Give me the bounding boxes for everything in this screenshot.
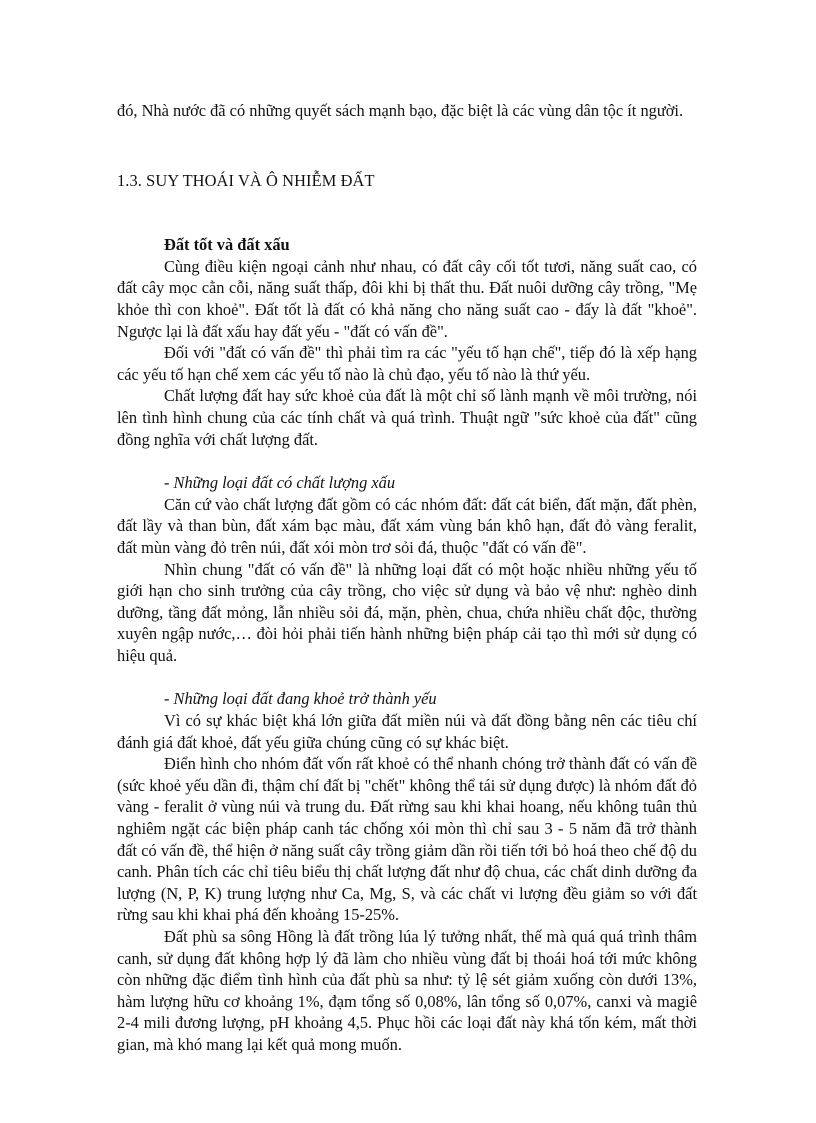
document-page [117, 100, 697, 1056]
subsection-title-degrading-soil: - Những loại đất đang khoẻ trở thành yếu [164, 689, 437, 709]
paragraph: Đối với "đất có vấn đề" thì phải tìm ra các "yếu tố hạn chế", tiếp đó là xếp hạng các yếu tố hạn chế xem các yếu tố nào là chủ đạo, yếu tố nào là thứ yếu. [117, 343, 697, 384]
intro-paragraph: đó, Nhà nước đã có những quyết sách mạnh bạo, đặc biệt là các vùng dân tộc ít người. [117, 101, 684, 120]
paragraph: Vì có sự khác biệt khá lớn giữa đất miền núi và đất đồng bằng nên các tiêu chí đánh giá đất khoẻ, đất yếu giữa chúng cũng có sự khác biệt. [117, 711, 697, 752]
paragraph: Căn cứ vào chất lượng đất gồm có các nhóm đất: đất cát biển, đất mặn, đất phèn, đất lầy và than bùn, đất xám bạc màu, đất xám vùng bán khô hạn, đất đỏ vàng feralit, đất mùn vàng đỏ trên núi, đất xói mòn trơ sỏi đá, thuộc "đất có vấn đề". [117, 494, 697, 557]
paragraph: Đất phù sa sông Hồng là đất trồng lúa lý tưởng nhất, thế mà quá quá trình thâm canh, sử dụng đất không hợp lý đã làm cho nhiều vùng đất bị thoái hoá tới mức không còn những đặc điểm tình hình của đất phù sa như: tỷ lệ sét giảm xuống còn dưới 13%, hàm lượng hữu cơ khoảng 1%, đạm tổng số 0,08%, lân tổng số 0,07%, canxi và magiê 2-4 mili đương lượng, pH khoảng 4,5. Phục hồi các loại đất này khá tốn kém, mất thời gian, mà khó mang lại kết quả mong muốn. [117, 927, 697, 1054]
paragraph: Cùng điều kiện ngoại cảnh như nhau, có đất cây cối tốt tươi, năng suất cao, có đất cây mọc cằn cỗi, năng suất thấp, đôi khi bị thất thu. Đất nuôi dưỡng cây trồng, "Mẹ khỏe thì con khoẻ". Đất tốt là đất có khả năng cho năng suất cao - đấy là đất "khoẻ". Ngược lại là đất xấu hay đất yếu - "đất có vấn đề". [117, 256, 697, 341]
paragraph: Chất lượng đất hay sức khoẻ của đất là một chỉ số lành mạnh về môi trường, nói lên tình hình chung của các tính chất và quá trình. Thuật ngữ "sức khoẻ của đất" cũng đồng nghĩa với chất lượng đất. [117, 386, 697, 449]
paragraph: Điển hình cho nhóm đất vốn rất khoẻ có thể nhanh chóng trở thành đất có vấn đề (sức khoẻ yếu dần đi, thậm chí đất bị "chết" không thể tái sử dụng được) là nhóm đất đỏ vàng - feralit ở vùng núi và trung du. Đất rừng sau khi khai hoang, nếu không tuân thủ nghiêm ngặt các biện pháp canh tác chống xói mòn thì chỉ sau 3 - 5 năm đã trở thành đất có vấn đề, thể hiện ở năng suất cây trồng giảm dần rồi tiến tới bỏ hoá theo chế độ du canh. Phân tích các chỉ tiêu biểu thị chất lượng đất như độ chua, các chất dinh dưỡng đa lượng (N, P, K) trung lượng như Ca, Mg, S, và các chất vi lượng đều giảm so với đất rừng sau khi khai phá đến khoảng 15-25%. [117, 754, 697, 925]
subsection-title-poor-quality-soil: - Những loại đất có chất lượng xấu [164, 473, 396, 493]
section-title: 1.3. SUY THOÁI VÀ Ô NHIỄM ĐẤT [117, 170, 375, 190]
paragraph: Nhìn chung "đất có vấn đề" là những loại đất có một hoặc nhiều những yếu tố giới hạn cho sinh trưởng của cây trồng, cho việc sử dụng và bảo vệ như: nghèo dinh dưỡng, tầng đất mỏng, lẫn nhiều sỏi đá, mặn, phèn, chua, chứa nhiều chất độc, thường xuyên ngập nước,… đòi hỏi phải tiến hành những biện pháp cải tạo thì mới sử dụng có hiệu quả. [117, 559, 697, 665]
subsection-title-good-bad-soil: Đất tốt và đất xấu [164, 235, 290, 255]
